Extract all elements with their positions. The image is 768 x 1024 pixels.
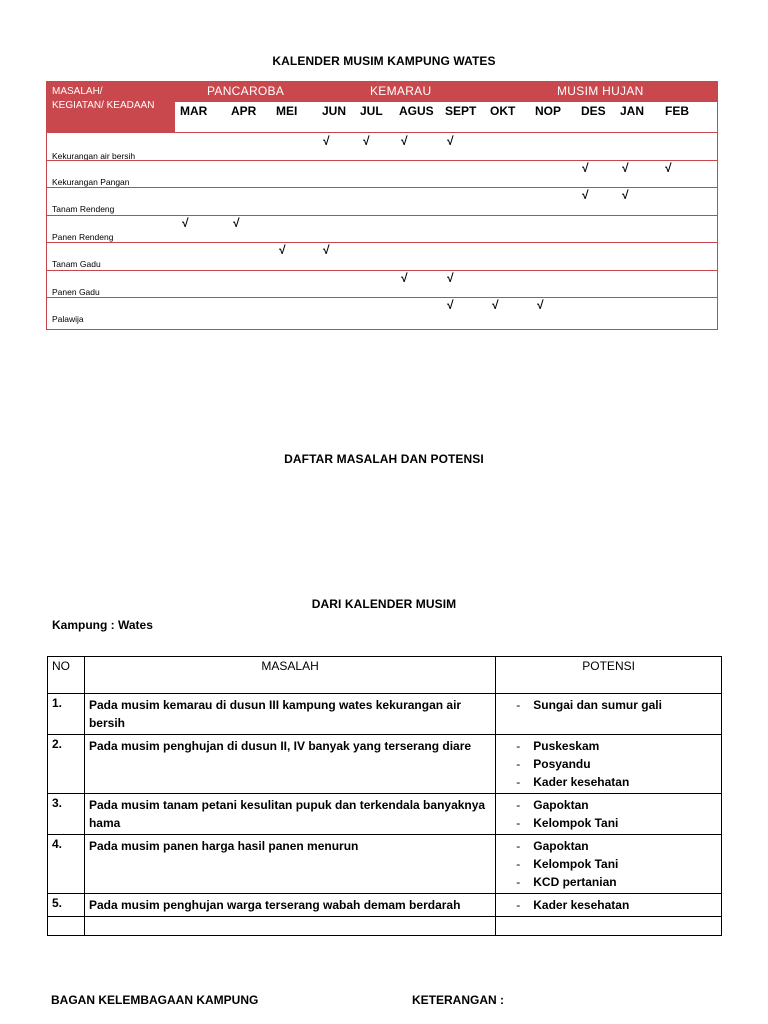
bagan-kelembagaan-title: BAGAN KELEMBAGAAN KAMPUNG (51, 993, 259, 1007)
header-masalah: MASALAH (84, 657, 495, 694)
table-row (48, 835, 722, 894)
month-apr: APR (231, 104, 257, 118)
calendar-row (47, 242, 717, 270)
check-mark: √ (233, 215, 240, 230)
potensi-item: - Kelompok Tani (516, 855, 717, 873)
check-mark: √ (665, 160, 672, 175)
table-header-row (48, 657, 722, 694)
check-mark: √ (182, 215, 189, 230)
potensi-item: - Kader kesehatan (516, 773, 717, 791)
calendar-title: KALENDER MUSIM KAMPUNG WATES (272, 54, 496, 68)
sub-title: DARI KALENDER MUSIM (311, 597, 457, 611)
potensi-item: - KCD pertanian (516, 873, 717, 891)
masalah-cell: Pada musim kemarau di dusun III kampung wates kekurangan air bersih (84, 694, 495, 735)
check-mark: √ (401, 134, 408, 148)
check-mark: √ (537, 298, 544, 312)
calendar-row-label: Kekurangan air bersih (52, 151, 136, 161)
check-mark: √ (622, 160, 629, 175)
month-sept: SEPT (445, 104, 477, 118)
month-okt: OKT (490, 104, 516, 118)
calendar-row (47, 160, 717, 188)
check-mark: √ (492, 298, 499, 312)
masalah-cell: Pada musim panen harga hasil panen menurun (84, 835, 495, 894)
check-mark: √ (401, 270, 408, 285)
check-mark: √ (363, 134, 370, 148)
row-number: 3. (48, 794, 85, 835)
table-row (48, 735, 722, 794)
calendar-row-label: Palawija (52, 314, 84, 324)
calendar-row-label: Panen Gadu (52, 286, 100, 297)
row-number: 5. (48, 894, 85, 917)
calendar-row (47, 270, 717, 298)
month-feb: FEB (665, 104, 689, 118)
list-title: DAFTAR MASALAH DAN POTENSI (284, 452, 484, 466)
calendar-row (47, 297, 717, 325)
check-mark: √ (447, 270, 454, 285)
corner-label-line1: MASALAH/ (52, 86, 103, 97)
row-number: 1. (48, 694, 85, 735)
calendar-row-label: Panen Rendeng (52, 231, 114, 242)
check-mark: √ (323, 134, 330, 148)
header-no: NO (48, 657, 85, 694)
check-mark: √ (622, 188, 629, 202)
potensi-item: - Gapoktan (516, 837, 717, 855)
masalah-potensi-table (47, 656, 722, 936)
masalah-cell: Pada musim penghujan warga terserang wabah demam berdarah (84, 894, 495, 917)
potensi-item: - Kelompok Tani (516, 814, 717, 832)
check-mark: √ (279, 243, 286, 257)
check-mark: √ (323, 243, 330, 257)
month-jan: JAN (620, 104, 645, 118)
check-mark: √ (447, 298, 454, 312)
table-row (48, 694, 722, 735)
potensi-cell (496, 735, 722, 794)
calendar-row (47, 187, 717, 215)
potensi-item: - Gapoktan (516, 796, 717, 814)
row-number: 2. (48, 735, 85, 794)
potensi-cell (496, 835, 722, 894)
empty-cell (84, 917, 495, 936)
calendar-row-label: Tanam Gadu (52, 259, 101, 269)
check-mark: √ (582, 160, 589, 175)
month-agus: AGUS (399, 104, 434, 118)
table-row (48, 794, 722, 835)
month-mar: MAR (180, 104, 208, 118)
check-mark: √ (447, 134, 454, 148)
month-nop: NOP (535, 104, 562, 118)
month-mei: MEI (276, 104, 298, 118)
calendar-row-label: Tanam Rendeng (52, 204, 115, 214)
potensi-item: - Posyandu (516, 755, 717, 773)
potensi-item: - Sungai dan sumur gali (516, 696, 717, 714)
empty-cell (496, 917, 722, 936)
season-pancaroba: PANCAROBA (207, 84, 285, 98)
row-number: 4. (48, 835, 85, 894)
masalah-cell: Pada musim penghujan di dusun II, IV banyak yang terserang diare (84, 735, 495, 794)
calendar-corner-header (47, 82, 175, 132)
corner-label-line2: KEGIATAN/ KEADAAN (52, 100, 155, 111)
keterangan-label: KETERANGAN : (412, 993, 504, 1007)
header-potensi: POTENSI (496, 657, 722, 694)
empty-cell (48, 917, 85, 936)
calendar-row (47, 215, 717, 243)
potensi-cell (496, 794, 722, 835)
month-jun: JUN (322, 104, 347, 118)
kampung-label: Kampung : Wates (52, 618, 153, 632)
check-mark: √ (582, 188, 589, 202)
potensi-cell (496, 894, 722, 917)
seasonal-calendar-table (46, 81, 718, 330)
potensi-cell (496, 694, 722, 735)
masalah-cell: Pada musim tanam petani kesulitan pupuk dan terkendala banyaknya hama (84, 794, 495, 835)
empty-table-row (48, 917, 722, 936)
month-des: DES (581, 104, 606, 118)
potensi-item: - Puskeskam (516, 737, 717, 755)
month-jul: JUL (360, 104, 383, 118)
potensi-item: - Kader kesehatan (516, 896, 717, 914)
table-row (48, 894, 722, 917)
calendar-row-label: Kekurangan Pangan (52, 176, 130, 187)
season-musim-hujan: MUSIM HUJAN (557, 84, 644, 98)
calendar-row (47, 132, 717, 160)
season-kemarau: KEMARAU (370, 84, 432, 98)
